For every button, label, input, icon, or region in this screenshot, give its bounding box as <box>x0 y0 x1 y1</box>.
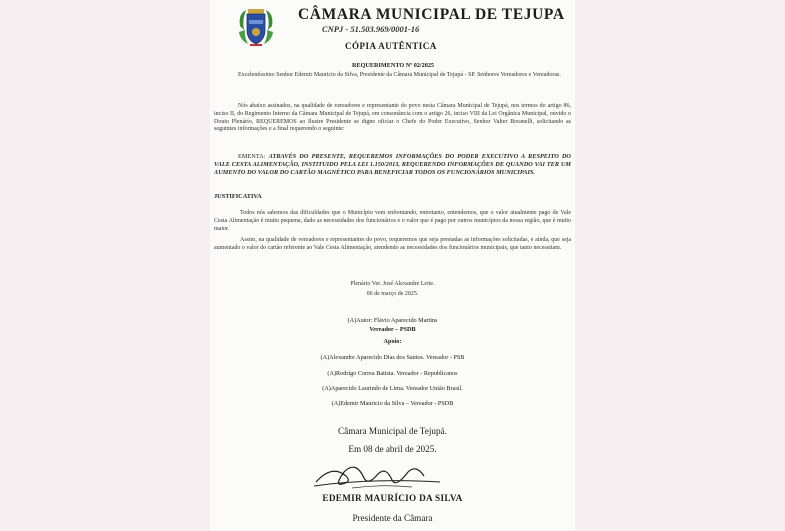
autor-role: Vereador – PSDB <box>369 326 416 333</box>
ementa-paragraph <box>214 153 571 177</box>
apoio-signature: (A)Rodrigo Correa Batista. Vereador - Republicanos <box>327 370 458 377</box>
salutation-paragraph: Excelentíssimo Senhor Edemir Mauricio da Silva, Presidente da Câmara Municipal de Tejupá - SP. Senhores Vereadores e Vereadoras. <box>238 72 561 78</box>
copia-autentica-heading: CÓPIA AUTÊNTICA <box>345 41 437 51</box>
body-paragraph: Nós abaixo assinados, na qualidade de vereadores e representante do povo nesta Câmara Municipal de Tejupá, nos termos do artigo 86, inciso II, do Regimento Interno da Câmara Municipal de Tejupá, em consonância com o artigo 26, inciso VIII da Lei Orgânica Municipal, ouvido o Douto Plenário, REQUEREMOS ao Ilustre Presidente se digne oficiar o Chefe do Poder Executivo, Senhor Valter Boranelli, solicitando as seguintes informações e a final requerendo o seguinte: <box>214 103 571 133</box>
plenario-line: Plenário Ver. José Alexandre Leite. <box>350 281 435 287</box>
justificativa-paragraph-1: Todos nós sabemos das dificuldades que o Município vem enfrentando, entretanto, entendemos, que o valor atualmente pago de Vale Cesta Alimentação é muito pequena, dado as necessidades dos funcionários e o valor que é pago por outros municípios da nossa região, que é muito maior. <box>214 210 571 232</box>
signer-name: EDEMIR MAURÍCIO DA SILVA <box>322 493 463 503</box>
ementa-label: EMENTA: <box>238 153 269 160</box>
signer-role: Presidente da Câmara <box>352 513 433 523</box>
document-page <box>210 0 575 531</box>
apoio-signature: (A)Edemir Mauricio da Silva – Vereador - PSDB <box>331 400 454 407</box>
footer-camara: Câmara Municipal de Tejupá. <box>338 426 447 436</box>
municipal-crest-icon <box>236 6 276 48</box>
requerimento-number: REQUERIMENTO Nº 02/2025 <box>352 62 435 69</box>
autor-line: (A)Autor: Flávio Aparecido Martins <box>347 317 438 324</box>
justificativa-heading: JUSTIFICATIVA <box>214 193 262 200</box>
apoio-signature: (A)Alexandre Aparecido Dias dos Santos. Vereador - PSB <box>320 354 465 361</box>
apoio-signature: (A)Aparecido Laurindo de Lima. Vereador União Brasil. <box>322 385 463 392</box>
justificativa-paragraph-2: Assim, na qualidade de vereadores e representantes do povo, requeremos que seja prestadas as informações solicitadas, e ainda, que seja aumentado o valor do cartão referente ao Vale Cesta Alimentação, atendendo as necessidades dos funcionários municipais, que tanto necessitam. <box>214 237 571 251</box>
apoio-label: Apoio: <box>383 338 402 345</box>
ementa-text: ATRAVÉS DO PRESENTE, REQUEREMOS INFORMAÇÕES DO PODER EXECUTIVO A RESPEITO DO VALE CESTA ALIMENTAÇÃO, INSTITUIDO PELA LEI 1.150/2013, REQUERENDO INFORMAÇÕES DE QUANDO VAI TER UM AUMENTO DO VALOR DO CARTÃO MAGNÉTICO PARA BENEFICIAR TODOS OS FUNCIONÁRIOS MUNICIPAIS. <box>214 153 571 176</box>
cnpj-line: CNPJ - 51.503.969/0001-16 <box>322 24 420 34</box>
institution-title: CÂMARA MUNICIPAL DE TEJUPA <box>298 6 565 23</box>
plenario-date: 06 de março de 2025. <box>366 291 419 297</box>
footer-date: Em 08 de abril de 2025. <box>348 444 437 454</box>
handwritten-signature-icon <box>312 458 442 494</box>
